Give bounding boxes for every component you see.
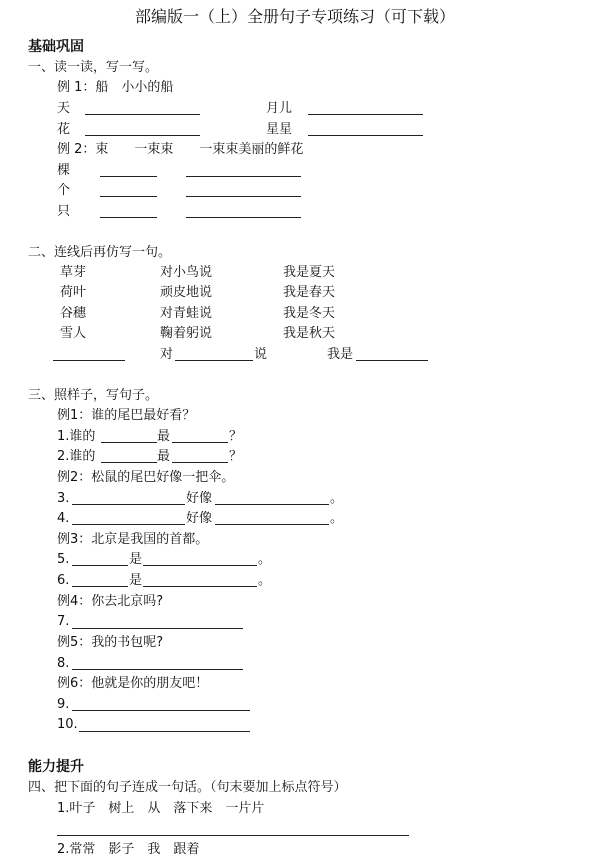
q3-example-1: 例1：谁的尾巴最好看？ [57, 408, 196, 423]
page-title: 部编版一（上）全册句子专项练习（可下载） [135, 7, 456, 26]
q1-example-1: 例 1：船 小小的船 [57, 80, 174, 95]
q3-num-10: 10. [57, 717, 78, 732]
answer-line[interactable] [72, 524, 185, 525]
q3-num-4: 4. [57, 511, 70, 526]
q2-col1-item[interactable]: 荷叶 [60, 285, 87, 300]
q2-heading: 二、连线后再仿写一句。 [28, 245, 172, 260]
answer-line[interactable] [308, 114, 423, 115]
q2-col1-item[interactable]: 谷穗 [60, 306, 87, 321]
q1-example-2: 例 2：束 一束束 一束束美丽的鲜花 [57, 142, 304, 157]
answer-line[interactable] [186, 176, 301, 177]
answer-line[interactable] [215, 524, 329, 525]
answer-line[interactable] [100, 217, 157, 218]
q3-word-zui: 最 [157, 449, 171, 464]
q3-question-mark: ？ [229, 449, 243, 464]
answer-line[interactable] [143, 565, 257, 566]
q3-example-2: 例2：松鼠的尾巴好像一把伞。 [57, 470, 235, 485]
q3-num-8: 8. [57, 656, 70, 671]
q1-item-xingxing: 星星 [266, 122, 293, 137]
q3-word-shi: 是 [129, 552, 143, 567]
q2-col3-item[interactable]: 我是冬天 [283, 306, 336, 321]
q1-item-yueer: 月儿 [266, 101, 293, 116]
answer-line[interactable] [72, 504, 185, 505]
q2-col2-item[interactable]: 对小鸟说 [160, 265, 213, 280]
section-heading-basic: 基础巩固 [28, 39, 84, 55]
q1-item-hua: 花 [57, 122, 71, 137]
q3-period: 。 [258, 573, 272, 588]
q3-word-shi: 是 [129, 573, 143, 588]
q3-num-2: 2.谁的 [57, 449, 96, 464]
answer-line[interactable] [175, 360, 253, 361]
q3-word-haoxiang: 好像 [186, 511, 213, 526]
answer-line[interactable] [72, 586, 128, 587]
answer-line[interactable] [53, 360, 125, 361]
q4-sentence-2: 2.常常 影子 我 跟着 [57, 842, 200, 857]
q2-col1-item[interactable]: 草芽 [60, 265, 87, 280]
answer-line[interactable] [143, 586, 257, 587]
answer-line[interactable] [186, 196, 301, 197]
q3-example-4: 例4：你去北京吗? [57, 594, 164, 609]
answer-line[interactable] [85, 114, 200, 115]
q3-period: 。 [330, 491, 344, 506]
q3-period: 。 [330, 511, 344, 526]
q2-col2-item[interactable]: 顽皮地说 [160, 285, 213, 300]
q3-num-7: 7. [57, 614, 70, 629]
q2-col2-item[interactable]: 对青蛙说 [160, 306, 213, 321]
answer-line[interactable] [72, 669, 243, 670]
q2-col3-item[interactable]: 我是秋天 [283, 326, 336, 341]
q1-item-tian: 天 [57, 101, 71, 116]
answer-line[interactable] [101, 442, 157, 443]
q1-item-ge: 个 [57, 183, 71, 198]
q3-word-haoxiang: 好像 [186, 491, 213, 506]
answer-line[interactable] [72, 565, 128, 566]
q3-period: 。 [258, 552, 272, 567]
section-heading-advanced: 能力提升 [28, 759, 84, 775]
q3-example-6: 例6：他就是你的朋友吧！ [57, 676, 209, 691]
q3-num-1: 1.谁的 [57, 429, 96, 444]
q1-item-ke: 棵 [57, 163, 71, 178]
answer-line[interactable] [356, 360, 428, 361]
q2-fill-dui: 对 [160, 347, 174, 362]
q3-num-6: 6. [57, 573, 70, 588]
q4-heading: 四、把下面的句子连成一句话。（句末要加上标点符号） [28, 780, 347, 795]
q4-sentence-1: 1.叶子 树上 从 落下来 一片片 [57, 801, 265, 816]
q2-col3-item[interactable]: 我是春天 [283, 285, 336, 300]
answer-line[interactable] [100, 176, 157, 177]
answer-line[interactable] [72, 710, 250, 711]
answer-line[interactable] [101, 462, 157, 463]
q3-num-9: 9. [57, 697, 70, 712]
q3-num-3: 3. [57, 491, 70, 506]
q3-example-3: 例3：北京是我国的首都。 [57, 532, 209, 547]
q2-col1-item[interactable]: 雪人 [60, 326, 87, 341]
q3-num-5: 5. [57, 552, 70, 567]
answer-line[interactable] [172, 462, 228, 463]
answer-line[interactable] [72, 628, 243, 629]
q3-question-mark: ？ [229, 429, 243, 444]
answer-line[interactable] [85, 135, 200, 136]
q1-heading: 一、读一读，写一写。 [28, 60, 159, 75]
q3-heading: 三、照样子，写句子。 [28, 388, 159, 403]
q2-fill-shuo: 说 [254, 347, 268, 362]
q1-item-zhi: 只 [57, 204, 71, 219]
answer-line[interactable] [172, 442, 228, 443]
q3-example-5: 例5：我的书包呢? [57, 635, 164, 650]
answer-line[interactable] [308, 135, 423, 136]
q2-fill-woshi: 我是 [327, 347, 354, 362]
q3-word-zui: 最 [157, 429, 171, 444]
q2-col3-item[interactable]: 我是夏天 [283, 265, 336, 280]
answer-line[interactable] [215, 504, 329, 505]
answer-line[interactable] [100, 196, 157, 197]
answer-line[interactable] [57, 835, 409, 836]
q2-col2-item[interactable]: 鞠着躬说 [160, 326, 213, 341]
answer-line[interactable] [186, 217, 301, 218]
answer-line[interactable] [79, 731, 250, 732]
